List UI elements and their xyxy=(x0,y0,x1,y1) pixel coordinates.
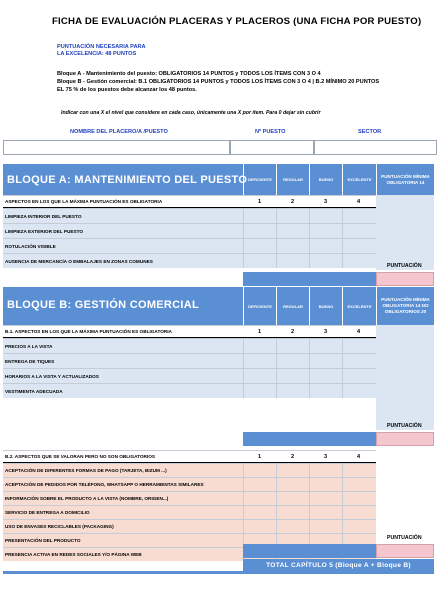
b2-level-cell-1[interactable] xyxy=(243,478,276,491)
block-a-item-label: ROTULACIÓN VISIBLE xyxy=(5,243,56,249)
total-bar xyxy=(243,559,434,571)
b2-col-number-2: 2 xyxy=(290,453,295,460)
b1-level-cell-3[interactable] xyxy=(309,369,342,383)
total-label: TOTAL CAPÍTULO 5 (Bloque A + Bloque B) xyxy=(266,561,411,569)
block-a-level-cell-4[interactable] xyxy=(342,224,376,238)
b1-col-number-4: 4 xyxy=(356,328,361,335)
block-a-totals-bar xyxy=(243,272,376,286)
b1-score-area xyxy=(376,325,434,430)
b2-col-number-4: 4 xyxy=(356,453,361,460)
b1-item-label: HORARIOS A LA VISTA Y ACTUALIZADOS xyxy=(5,373,99,379)
required-score-line2: LA EXCELENCIA: 48 PUNTOS xyxy=(57,51,137,57)
b2-item-label: PRESENCIA ACTIVA EN REDES SOCIALES Y/O PÁGINA WEB xyxy=(5,552,142,557)
b2-row xyxy=(3,477,376,491)
b1-score-label: PUNTUACIÓN xyxy=(387,423,422,429)
b1-row xyxy=(3,383,376,398)
required-score-line1: PUNTUACIÓN NECESARIA PARA xyxy=(57,44,146,50)
block-a-level-cell-1[interactable] xyxy=(243,209,276,223)
b2-level-cell-1[interactable] xyxy=(243,520,276,533)
block-a-score-label: PUNTUACIÓN xyxy=(387,263,422,269)
level-regular: REGULAR xyxy=(276,164,309,195)
b1-col-number-1: 1 xyxy=(257,328,262,335)
b2-item-label: ACEPTACIÓN DE PEDIDOS POR TELÉFONO, WHATSAPP O HERRAMIENTAS SIMILARES xyxy=(5,482,204,487)
block-a xyxy=(3,164,434,288)
block-b xyxy=(3,287,434,587)
block-a-row xyxy=(3,253,376,268)
b2-col-number-3: 3 xyxy=(323,453,328,460)
block-a-level-cell-3[interactable] xyxy=(309,239,342,253)
block-a-level-cell-3[interactable] xyxy=(309,209,342,223)
b1-level-cell-1[interactable] xyxy=(243,339,276,353)
b2-totals-bar xyxy=(243,544,376,558)
block-a-score-header: PUNTUACIÓN MÍNIMA OBLIGATORIA 14 xyxy=(376,164,434,195)
b2-level-cell-4[interactable] xyxy=(342,464,376,477)
block-a-level-cell-4[interactable] xyxy=(342,209,376,223)
level-excelente-b: EXCELENTE xyxy=(342,287,376,325)
b1-level-cell-1[interactable] xyxy=(243,384,276,398)
b1-level-cell-4[interactable] xyxy=(342,384,376,398)
block-a-subheader: ASPECTOS EN LOS QUE LA MÁXIMA PUNTUACIÓN ES OBLIGATORIA xyxy=(5,199,163,204)
b2-score-label: PUNTUACIÓN xyxy=(387,535,422,541)
block-a-level-cell-3[interactable] xyxy=(309,254,342,268)
block-a-level-cell-1[interactable] xyxy=(243,254,276,268)
b2-item-label: USO DE ENVASES RECICLABLES (PACKAGING) xyxy=(5,524,114,529)
col-number-1: 1 xyxy=(257,198,262,205)
block-a-level-cell-1[interactable] xyxy=(243,239,276,253)
b1-item-label: PRECIOS A LA VISTA xyxy=(5,343,53,349)
block-a-level-cell-2[interactable] xyxy=(276,209,309,223)
b2-level-cell-2[interactable] xyxy=(276,464,309,477)
b2-subheader-row xyxy=(3,450,376,463)
level-deficiente-b: DEFICIENTE xyxy=(243,287,276,325)
b2-level-cell-1[interactable] xyxy=(243,492,276,505)
block-a-item-label: LIMPIEZA INTERIOR DEL PUESTO xyxy=(5,213,82,219)
level-deficiente: DEFICIENTE xyxy=(243,164,276,195)
bottom-rule xyxy=(3,571,434,574)
b2-row xyxy=(3,491,376,505)
sector-input[interactable] xyxy=(314,140,437,155)
page-title: FICHA DE EVALUACIÓN PLACERAS Y PLACEROS (UNA FICHA POR PUESTO) xyxy=(52,16,422,27)
block-a-level-cell-1[interactable] xyxy=(243,224,276,238)
level-regular-b: REGULAR xyxy=(276,287,309,325)
block-a-level-cell-4[interactable] xyxy=(342,239,376,253)
name-field-label: NOMBRE DEL PLACERO/A /PUESTO xyxy=(70,129,168,135)
b1-item-label: ENTREGA DE TIQUES xyxy=(5,358,55,364)
b2-level-cell-3[interactable] xyxy=(309,492,342,505)
block-b-title: BLOQUE B: GESTIÓN COMERCIAL xyxy=(7,299,200,311)
stall-field-label: Nº PUESTO xyxy=(255,129,286,135)
b2-level-cell-3[interactable] xyxy=(309,478,342,491)
b1-col-number-2: 2 xyxy=(290,328,295,335)
b2-level-cell-4[interactable] xyxy=(342,492,376,505)
block-a-subheader-row xyxy=(3,195,376,208)
b1-level-cell-2[interactable] xyxy=(276,354,309,368)
b1-level-cell-4[interactable] xyxy=(342,369,376,383)
block-a-title: BLOQUE A: MANTENIMIENTO DEL PUESTO xyxy=(7,174,248,186)
block-a-level-cell-3[interactable] xyxy=(309,224,342,238)
b2-score-input[interactable] xyxy=(376,544,434,558)
b1-score-input[interactable] xyxy=(376,432,434,446)
b1-level-cell-4[interactable] xyxy=(342,339,376,353)
b1-level-cell-1[interactable] xyxy=(243,354,276,368)
block-a-item-label: LIMPIEZA EXTERIOR DEL PUESTO xyxy=(5,228,84,234)
b2-level-cell-4[interactable] xyxy=(342,478,376,491)
level-bueno: BUENO xyxy=(309,164,342,195)
col-number-2: 2 xyxy=(290,198,295,205)
level-bueno-b: BUENO xyxy=(309,287,342,325)
b1-level-cell-2[interactable] xyxy=(276,384,309,398)
block-b-score-header: PUNTUACIÓN MÍNIMA OBLIGATORIA 14 NO OBLIGATORIOS 20 xyxy=(376,287,434,325)
block-a-score-area xyxy=(376,195,434,270)
b2-item-label: PRESENTACIÓN DEL PRODUCTO xyxy=(5,538,81,543)
sector-field-label: SECTOR xyxy=(358,129,382,135)
b2-level-cell-2[interactable] xyxy=(276,506,309,519)
b1-level-cell-4[interactable] xyxy=(342,354,376,368)
b1-row xyxy=(3,368,376,383)
block-a-item-label: AUSENCIA DE MERCANCÍA O EMBALAJES EN ZONAS COMUNES xyxy=(5,258,153,264)
block-a-row xyxy=(3,238,376,253)
name-input[interactable] xyxy=(3,140,230,155)
b1-totals-bar xyxy=(243,432,376,446)
b1-level-cell-2[interactable] xyxy=(276,339,309,353)
b1-item-label: VESTIMENTA ADECUADA xyxy=(5,388,63,394)
b2-item-label: ACEPTACIÓN DE DIFERENTES FORMAS DE PAGO (TARJETA, BIZUM ...) xyxy=(5,468,167,473)
block-a-level-cell-2[interactable] xyxy=(276,239,309,253)
b2-row xyxy=(3,463,376,477)
b1-level-cell-2[interactable] xyxy=(276,369,309,383)
stall-input[interactable] xyxy=(230,140,314,155)
block-a-row xyxy=(3,208,376,223)
b1-row xyxy=(3,353,376,368)
rule-block-a: Bloque A - Mantenimiento del puesto: OBLIGATORIOS 14 PUNTOS y TODOS LOS ÍTEMS CON 3 O 4 xyxy=(57,71,321,77)
block-a-level-cell-2[interactable] xyxy=(276,224,309,238)
col-number-3: 3 xyxy=(323,198,328,205)
b1-level-cell-3[interactable] xyxy=(309,339,342,353)
b2-row xyxy=(3,505,376,519)
b2-level-cell-1[interactable] xyxy=(243,464,276,477)
b2-level-cell-3[interactable] xyxy=(309,506,342,519)
instruction-text: Indicar con una X el nivel que considere en cada caso, únicamente una X por ítem. Para 0 dejar sin cubrir xyxy=(61,110,321,116)
b2-level-cell-3[interactable] xyxy=(309,464,342,477)
b2-level-cell-2[interactable] xyxy=(276,492,309,505)
b1-subheader-row xyxy=(3,325,376,338)
b2-level-cell-2[interactable] xyxy=(276,478,309,491)
b1-row xyxy=(3,338,376,353)
b2-subheader: B.2. ASPECTOS QUE SE VALORAN PERO NO SON OBLIGATORIOS xyxy=(5,454,156,459)
b1-subheader: B.1. ASPECTOS EN LOS QUE LA MÁXIMA PUNTUACIÓN ES OBLIGATORIA xyxy=(5,329,172,334)
b1-col-number-3: 3 xyxy=(323,328,328,335)
block-b-header xyxy=(3,287,434,325)
rule-percent: EL 75 % de los puestos debe alcanzar los 48 puntos. xyxy=(57,87,197,93)
col-number-4: 4 xyxy=(356,198,361,205)
b2-level-cell-4[interactable] xyxy=(342,520,376,533)
b2-level-cell-1[interactable] xyxy=(243,506,276,519)
b2-level-cell-2[interactable] xyxy=(276,520,309,533)
level-excelente: EXCELENTE xyxy=(342,164,376,195)
b2-item-label: INFORMACIÓN SOBRE EL PRODUCTO A LA VISTA (NOMBRE, ORIGEN...) xyxy=(5,496,169,501)
b2-col-number-1: 1 xyxy=(257,453,262,460)
block-a-row xyxy=(3,223,376,238)
b2-level-cell-3[interactable] xyxy=(309,520,342,533)
block-a-header xyxy=(3,164,434,195)
b2-level-cell-4[interactable] xyxy=(342,506,376,519)
block-a-level-cell-2[interactable] xyxy=(276,254,309,268)
b2-item-label: SERVICIO DE ENTREGA A DOMICILIO xyxy=(5,510,90,515)
b2-row xyxy=(3,519,376,533)
b1-level-cell-1[interactable] xyxy=(243,369,276,383)
b1-level-cell-3[interactable] xyxy=(309,354,342,368)
b1-level-cell-3[interactable] xyxy=(309,384,342,398)
block-a-score-input[interactable] xyxy=(376,272,434,286)
block-a-level-cell-4[interactable] xyxy=(342,254,376,268)
rule-block-b: Bloque B - Gestión comercial: B.1 OBLIGATORIOS 14 PUNTOS y TODOS LOS ÍTEMS CON 3 O 4 | B.2 MÍNIMO 20 PUNTOS xyxy=(57,79,380,85)
